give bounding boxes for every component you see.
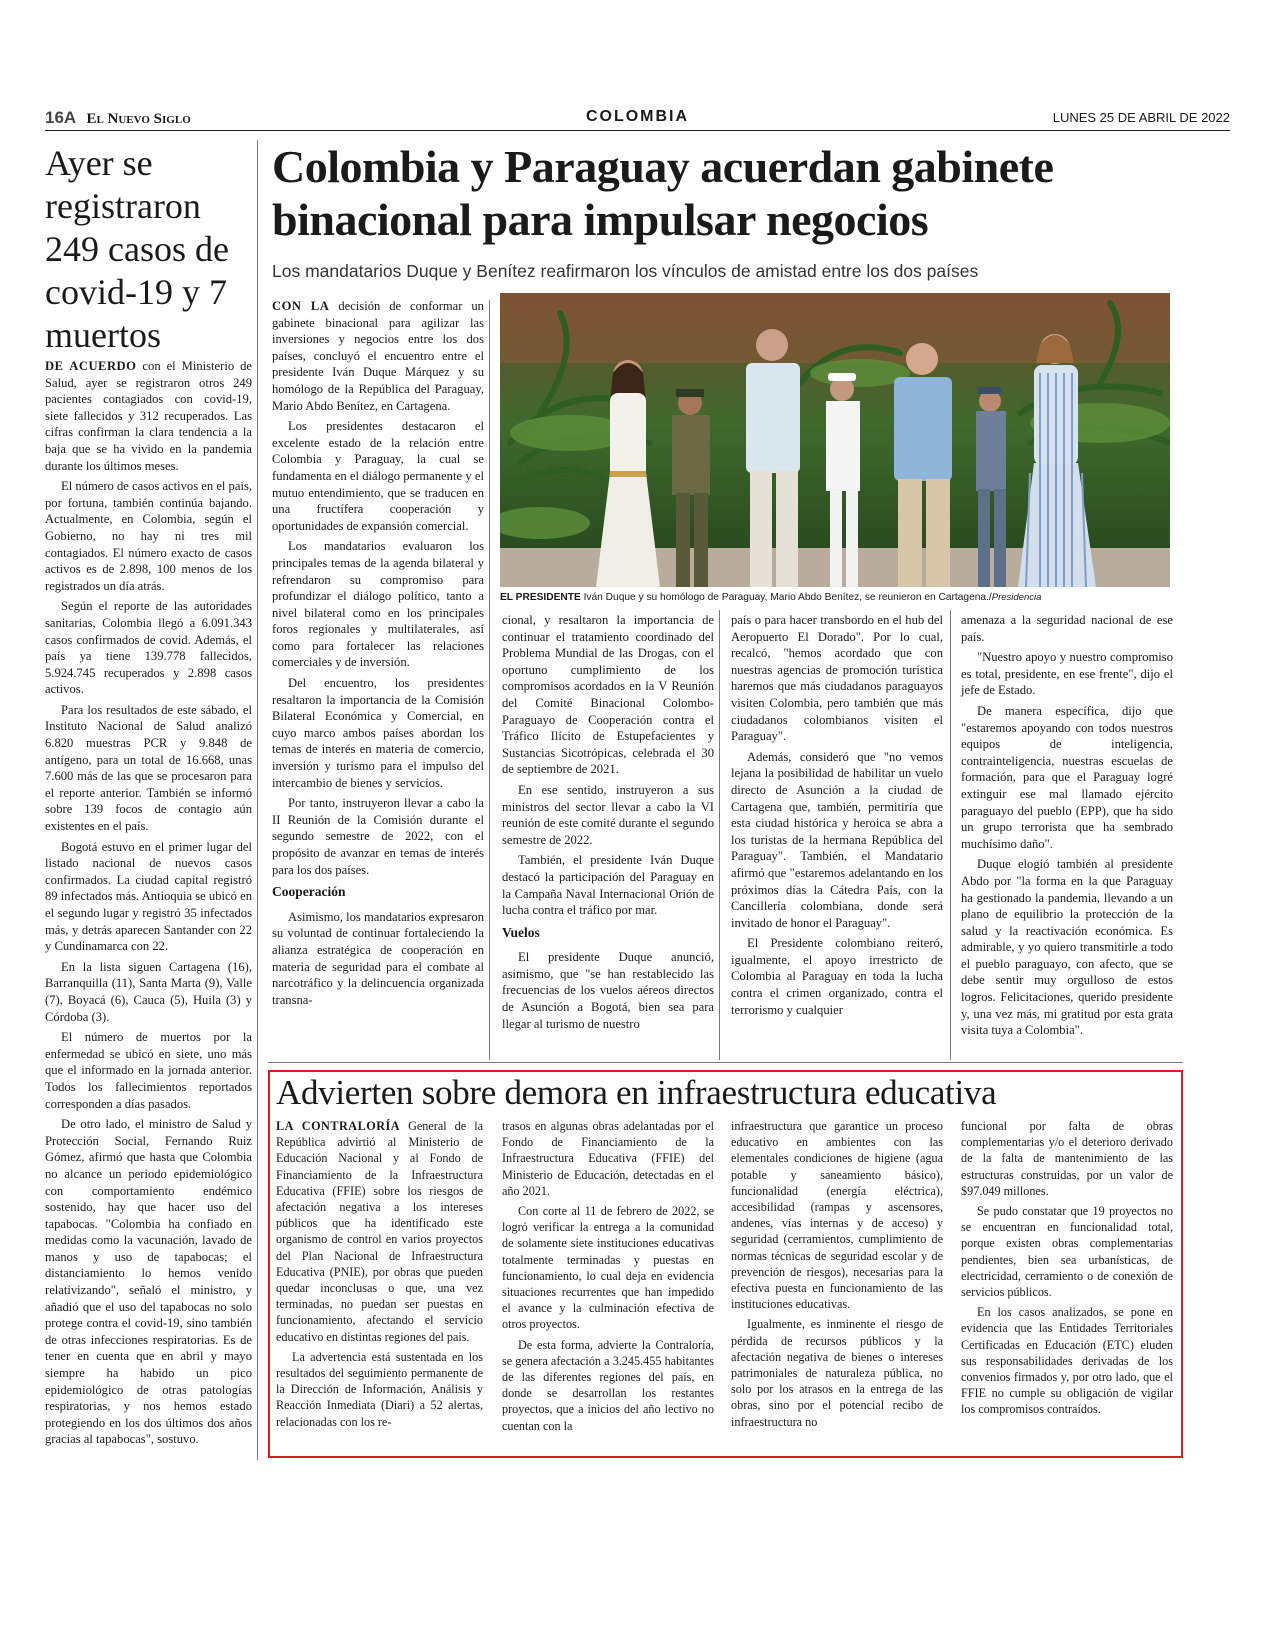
bottom-story-paragraph: La advertencia está sustentada en los resultados del seguimiento permanente de la Dirección de Información, Análisis y Reacción Inmediata (Diari) a 52 alertas, relacionadas con los re- bbox=[276, 1349, 483, 1429]
left-story-paragraph: Para los resultados de este sábado, el Instituto Nacional de Salud analizó 6.820 muestras PCR y 9.848 de antígeno, para un total de 16.668, unas 7.600 más de las que se procesaron para el reporte anterior. También se informó sobre 139 focos de contagio aún existentes en el país. bbox=[45, 702, 252, 834]
main-story-column-1 bbox=[272, 298, 484, 1012]
bottom-story-paragraph: Con corte al 11 de febrero de 2022, se logró verificar la entrega a la comunidad de solamente siete instituciones educativas totalmente terminadas y puestas en funcionamiento, lo cual deja en evidencia situaciones recurrentes que han impedido el avance y la culminación efectiva de otros proyectos. bbox=[502, 1204, 714, 1332]
main-story-paragraph: amenaza a la seguridad nacional de ese país. bbox=[961, 613, 1173, 644]
main-story-paragraph: El Presidente colombiano reiteró, igualmente, el apoyo irrestricto de Colombia al Paraguay en toda la lucha contra el crimen organizado, contra el terrorismo y cualquier bbox=[731, 936, 943, 1017]
left-story-paragraph: De otro lado, el ministro de Salud y Protección Social, Fernando Ruiz Gómez, afirmó que hasta que Colombia no alcance un periodo epidemiológico con comportamiento endémico sostenido, hay que hacer uso del tapabocas. "Colombia ha confiado en medidas como la vacunación, lavado de manos y uso de tapabocas; el distanciamiento lo hemos venido relativizando", señaló el ministro, y añadió que el uso del tapabocas no solo protege contra el covid-19, sino también de otras infecciones respiratorias. Es de tener en cuenta que en abril y mayo siempre ha habido un pico epidemiológico de otras patologías respiratorias, y nos hemos estado protegiendo en los dos últimos dos años gracias al tapabocas", sostuvo. bbox=[45, 1117, 252, 1447]
main-story-column-4 bbox=[961, 612, 1173, 1043]
main-story-column-3 bbox=[731, 612, 943, 1022]
newspaper-name: El Nuevo Siglo bbox=[86, 111, 191, 127]
bottom-story-column-2 bbox=[502, 1118, 714, 1438]
main-story-paragraph: Duque elogió también al presidente Abdo por "la forma en la que Paraguay ha gestionado la pandemia, llevando a un plano de equilibrio la protección de la salud y la reactivación económica. Es admirable, y yo quiero transmitirle a todo el pueblo paraguayo, con afecto, que se debe sentir muy orgulloso de estos logros. Felicitaciones, querido presidente y, una vez más, mi gratitud por esta grata visita tuya a Colombia". bbox=[961, 857, 1173, 1038]
main-column-divider-3 bbox=[950, 610, 951, 1060]
main-story-paragraph: país o para hacer transbordo en el hub del Aeropuerto El Dorado". Por lo cual, recalcó, "hemos acordado que con nuestras agencias de promoción turística haremos que más ciudadanos paraguayos visiten Colombia, pero también que más ciudadanos colombianos visiten el Paraguay". bbox=[731, 613, 943, 744]
left-story-paragraph: El número de casos activos en el país, por fortuna, también continúa bajando. Actualmente, en Colombia, según el Gobierno, no hay ni tres mil contagiados. El número exacto de casos activos es de 2.898, 100 menos de los registrados un día atrás. bbox=[45, 479, 252, 593]
bottom-story-paragraph: Igualmente, es inminente el riesgo de pérdida de recursos públicos y la afectación negativa de bienes o intereses patrimoniales de naturaleza pública, no solo por los atrasos en la entrega de las obras, sino por el potencial recibo de infraestructura no bbox=[731, 1317, 943, 1429]
main-story-paragraph: También, el presidente Iván Duque destacó la participación del Paraguay en la Campaña Naval Internacional Orión de lucha contra el tráfico por mar. bbox=[502, 853, 714, 918]
bottom-story-paragraph: infraestructura que garantice un proceso educativo en ambientes con las elementales condiciones de higiene (agua potable y saneamiento básico), funcionalidad (energía eléctrica), accesibilidad (rampas y ascensores, andenes, vías internas y de acceso) y seguridad (cerramientos, cumplimiento de normas técnicas de seguridad escolar y de prevención de riesgos), necesarias para la efectiva puesta en funcionamiento de las instituciones educativas. bbox=[731, 1119, 943, 1312]
main-story-headline: Colombia y Paraguay acuerdan gabinete binacional para impulsar negocios bbox=[272, 141, 1054, 245]
main-story-lead: CON LA bbox=[272, 299, 330, 313]
issue-date: LUNES 25 DE ABRIL DE 2022 bbox=[1052, 110, 1230, 125]
left-story-paragraph: El número de muertos por la enfermedad se ubicó en siete, uno más que el informado en la jornada anterior. Todos los fallecimientos reportados corresponden a días pasados. bbox=[45, 1030, 252, 1111]
main-story-paragraph: El presidente Duque anunció, asimismo, que "se han restablecido las frecuencias de los vuelos aéreos directos de Asunción a Bogotá, bien sea para llegar al turismo de nuestro bbox=[502, 950, 714, 1031]
left-story-paragraph: DE ACUERDO con el Ministerio de Salud, ayer se registraron otros 249 pacientes contagiados con covid-19, siete fallecidos y 312 recuperados. Las cifras confirman la clara tendencia a la baja que se ha vivido en la pandemia durante los últimos meses. bbox=[45, 359, 252, 473]
bottom-story-column-1 bbox=[276, 1118, 483, 1434]
main-story-paragraph: Además, consideró que "no vemos lejana la posibilidad de habilitar un vuelo directo de Asunción a la ciudad de Cartagena que, también, permitiría que esta ciudad histórica y heroica se abra a los turistas de la hermana República del Paraguay". También, el Mandatario afirmó que "estaremos adelantando en los próximos días la Cátedra País, con la Cancillería colombiana, donde será invitado de honor el Paraguay". bbox=[731, 749, 943, 930]
page-number: 16A bbox=[45, 108, 77, 127]
main-column-divider-2 bbox=[719, 610, 720, 1060]
main-story-paragraph: "Nuestro apoyo y nuestro compromiso es total, presidente, en ese frente", dijo el jefe de Estado. bbox=[961, 650, 1173, 698]
photo-caption bbox=[500, 592, 1180, 603]
bottom-story-paragraph: En los casos analizados, se pone en evidencia que las Entidades Territoriales Certificadas en Educación (ETC) eluden sus responsabilidades derivadas de los convenios firmados y, por otro lado, que el FFIE no cumple su obligación de vigilar los compromisos contraídos. bbox=[961, 1305, 1173, 1417]
left-story-paragraph: En la lista siguen Cartagena (16), Barranquilla (11), Santa Marta (9), Valle (7), Boyacá (6), Cauca (5), Huila (3) y Córdoba (3). bbox=[45, 959, 252, 1024]
bottom-story-paragraph: LA CONTRALORÍA General de la República advirtió al Ministerio de Educación Nacional y al Fondo de Financiamiento de la Infraestructura Educativa (FFIE) sobre los riesgos de afectación negativa a los intereses públicos que ha identificado este organismo de control en varios proyectos del Plan Nacional de Infraestructura Educativa (PNIE), por obras que pueden quedar inconclusas o que, una vez terminadas, no puedan ser puestas en funcionamiento, afectando el servicio educativo en distintas regiones del país. bbox=[276, 1119, 483, 1344]
main-story-paragraph: De manera específica, dijo que "estaremos apoyando con todos nuestros equipos de inteligencia, contrainteligencia, nuestras escuelas de formación, para que el Paraguay logré extinguir ese mal llamado ejército paraguayo del pueblo (EPP), que ha sido un grupo terrorista que ha sembrado muchísimo daño". bbox=[961, 703, 1173, 851]
presidents-photo-illustration bbox=[500, 293, 1170, 587]
main-story-paragraph: En ese sentido, instruyeron a sus ministros del sector llevar a cabo la VI reunión de este comité durante el segundo semestre de 2022. bbox=[502, 782, 714, 847]
presidents-photo bbox=[500, 293, 1170, 587]
story-separator bbox=[268, 1062, 1183, 1063]
left-story-body bbox=[45, 358, 252, 1452]
header-rule bbox=[45, 130, 1230, 131]
bottom-story-lead: LA CONTRALORÍA bbox=[276, 1119, 401, 1133]
main-story-paragraph: Los mandatarios evaluaron los principales temas de la agenda bilateral y refrendaron su compromiso para profundizar el diálogo político, tanto a nivel bilateral como en los principales foros regionales y multilaterales, así como para fortalecer las relaciones comerciales y de inversión. bbox=[272, 539, 484, 670]
subhead-cooperacion: Cooperación bbox=[272, 884, 346, 900]
subhead-vuelos: Vuelos bbox=[502, 924, 540, 940]
main-story-subheadline: Los mandatarios Duque y Benítez reafirmaron los vínculos de amistad entre los dos países bbox=[272, 261, 979, 281]
main-story-paragraph: cional, y resaltaron la importancia de continuar el tratamiento coordinado del Problema Mundial de las Drogas, con el oportuno cumplimiento de los compromisos acordados en la V Reunión del Comité Binacional Colombo-Paraguayo de Cooperación contra el Tráfico Ilícito de Estupefacientes y Sustancias Sicotrópicas, celebrada el 30 de septiembre de 2021. bbox=[502, 613, 714, 777]
left-column-divider bbox=[257, 140, 258, 1460]
left-story-lead: DE ACUERDO bbox=[45, 359, 137, 373]
bottom-story-paragraph: trasos en algunas obras adelantadas por el Fondo de Financiamiento de la Infraestructura Educativa (FFIE) del Ministerio de Educación, detectadas en el año 2021. bbox=[502, 1119, 714, 1198]
photo-caption-text: Iván Duque y su homólogo de Paraguay, Mario Abdo Benítez, se reunieron en Cartagena./ bbox=[580, 592, 992, 603]
photo-caption-lead: EL PRESIDENTE bbox=[500, 592, 581, 603]
bottom-story-paragraph: funcional por falta de obras complementarias y/o el deterioro derivado de la falta de mantenimiento de las estructuras construidas, por un valor de $97.049 millones. bbox=[961, 1119, 1173, 1198]
bottom-story-paragraph: Se pudo constatar que 19 proyectos no se encuentran en funcionalidad total, porque existen obras complementarias pendientes, bien sea urbanísticas, de electricidad, cerramiento o de conexión de servicios públicos. bbox=[961, 1204, 1173, 1300]
bottom-story-column-4 bbox=[961, 1118, 1173, 1422]
main-story-paragraph: Asimismo, los mandatarios expresaron su voluntad de continuar fortaleciendo la alianza estratégica de cooperación en materia de seguridad para el combate al narcotráfico y la delincuencia organizada transna- bbox=[272, 909, 484, 1007]
main-story-column-2 bbox=[502, 612, 714, 1036]
main-story-paragraph: Los presidentes destacaron el excelente estado de la relación entre Colombia y Paraguay, la cual se fundamenta en el diálogo permanente y el mutuo entendimiento, que se traducen en una fructífera cooperación y oportunidades de expansión comercial. bbox=[272, 419, 484, 533]
bottom-story-column-3 bbox=[731, 1118, 943, 1434]
section-title: COLOMBIA bbox=[585, 108, 690, 125]
main-story-paragraph: Por tanto, instruyeron llevar a cabo la II Reunión de la Comisión durante el segundo semestre de 2022, con el propósito de avanzar en temas de interés para los dos países. bbox=[272, 796, 484, 877]
left-story-headline: Ayer se registraron 249 casos de covid-19 y 7 muertos bbox=[45, 143, 229, 355]
bottom-story-headline: Advierten sobre demora en infraestructura educativa bbox=[276, 1073, 997, 1112]
photo-credit: Presidencia bbox=[991, 592, 1042, 603]
main-story-paragraph: CON LA decisión de conformar un gabinete binacional para agilizar las inversiones y negocios entre los dos países, concluyó el encuentro entre el presidente Iván Duque Márquez y su homólogo de la República del Paraguay, Mario Abdo Benítez, en Cartagena. bbox=[272, 299, 484, 413]
left-story-paragraph: Según el reporte de las autoridades sanitarias, Colombia llegó a 6.091.343 casos confirmados de covid. Además, el país ya tiene 139.778 fallecidos, 5.924.745 recuperados y 2.898 casos activos. bbox=[45, 599, 252, 697]
main-column-divider-1 bbox=[489, 300, 490, 1060]
main-story-paragraph: Del encuentro, los presidentes resaltaron la importancia de la Comisión Bilateral Económica y Comercial, en cuyo marco ambos países abordan los temas de interés en materia de comercio, inversión y turismo para el impulso del intercambio de bienes y servicios. bbox=[272, 676, 484, 790]
left-story-paragraph: Bogotá estuvo en el primer lugar del listado nacional de nuevos casos confirmados. La ciudad capital registró 89 infectados más. Antioquia se ubicó en el segundo lugar y registró 35 infectados más, y detrás aparecen Santander con 22 y Cundinamarca con 22. bbox=[45, 839, 252, 954]
bottom-story-paragraph: De esta forma, advierte la Contraloría, se genera afectación a 3.245.455 habitantes de las diferentes regiones del país, en donde se desarrollan los restantes proyectos, que a inicios del año lectivo no cuentan con la bbox=[502, 1337, 714, 1433]
